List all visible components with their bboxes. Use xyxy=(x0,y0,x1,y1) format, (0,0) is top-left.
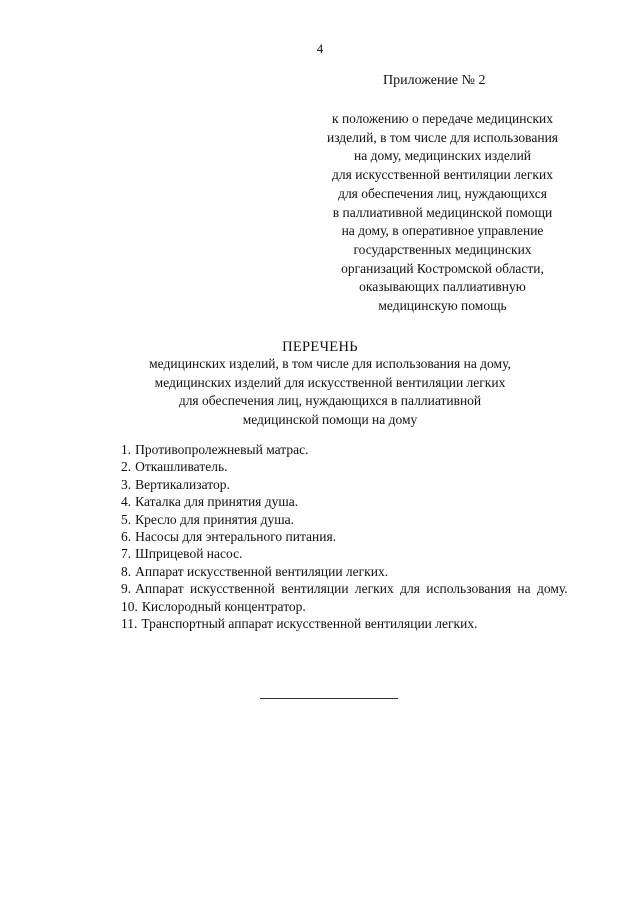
list-item xyxy=(88,563,573,580)
list-item-number: 4. xyxy=(121,494,132,510)
list-item-text: Противопролежневый матрас. xyxy=(135,442,309,457)
list-item xyxy=(88,580,573,597)
document-title: ПЕРЕЧЕНЬ xyxy=(282,339,358,355)
document-subtitle xyxy=(70,355,590,429)
addressee-line: в паллиативной медицинской помощи xyxy=(332,204,553,220)
list-item-number: 6. xyxy=(121,529,132,545)
list-item-number: 10. xyxy=(121,598,138,614)
addressee-line: медицинскую помощь xyxy=(378,298,507,314)
list-item xyxy=(88,528,573,545)
list-item xyxy=(88,545,573,562)
list-item-text: Кислородный концентратор. xyxy=(141,598,306,614)
list-item xyxy=(88,458,573,475)
list-item-number: 1. xyxy=(121,442,132,457)
list-item xyxy=(88,441,573,458)
list-item xyxy=(88,493,573,510)
list-item xyxy=(88,598,573,615)
list-item-number: 7. xyxy=(121,546,132,562)
subtitle-line: медицинской помощи на дому xyxy=(242,411,418,427)
list-item xyxy=(88,615,573,632)
subtitle-line: медицинских изделий для искусственной вентиляции легких xyxy=(154,374,506,390)
addressee-line: государственных медицинских xyxy=(353,241,532,257)
list-item-text: Аппарат искусственной вентиляции легких. xyxy=(135,563,389,579)
addressee-line: на дому, в оперативное управление xyxy=(341,223,544,239)
subtitle-line: для обеспечения лиц, нуждающихся в паллиативной xyxy=(178,393,482,408)
list-item-number: 8. xyxy=(121,563,132,579)
addressee-line: оказывающих паллиативную xyxy=(359,279,526,295)
list-item-number: 11. xyxy=(121,616,138,632)
page-number: 4 xyxy=(316,41,324,56)
list-item-text: Вертикализатор. xyxy=(135,476,230,492)
list-item-number: 3. xyxy=(121,476,132,492)
list-item-text: Каталка для принятия душа. xyxy=(135,494,299,510)
list-item-text: Кресло для принятия душа. xyxy=(135,511,294,527)
list-item-number: 5. xyxy=(121,511,132,527)
list-item xyxy=(88,476,573,493)
appendix-addressee xyxy=(300,110,585,316)
addressee-line: организаций Костромской области, xyxy=(341,260,544,276)
list-item-number: 2. xyxy=(121,459,132,475)
addressee-line: изделий, в том числе для использования xyxy=(326,129,559,145)
subtitle-line: медицинских изделий, в том числе для использования на дому, xyxy=(149,356,511,371)
closing-divider xyxy=(260,698,398,699)
addressee-line: для искусственной вентиляции легких xyxy=(332,167,553,183)
list-item xyxy=(88,511,573,528)
list-item-text: Откашливатель. xyxy=(135,459,228,475)
list-item-number: 9. xyxy=(121,581,132,597)
addressee-line: на дому, медицинских изделий xyxy=(353,148,532,164)
device-list xyxy=(88,441,573,632)
appendix-title: Приложение № 2 xyxy=(383,73,486,88)
list-item-text: Аппарат искусственной вентиляции легких для использования на дому. xyxy=(135,581,568,597)
list-item-text: Насосы для энтерального питания. xyxy=(135,529,337,545)
addressee-line: к положению о передаче медицинских xyxy=(332,111,553,126)
list-item-text: Транспортный аппарат искусственной вентиляции легких. xyxy=(141,616,478,632)
addressee-line: для обеспечения лиц, нуждающихся xyxy=(338,185,547,201)
list-item-text: Шприцевой насос. xyxy=(135,546,243,562)
